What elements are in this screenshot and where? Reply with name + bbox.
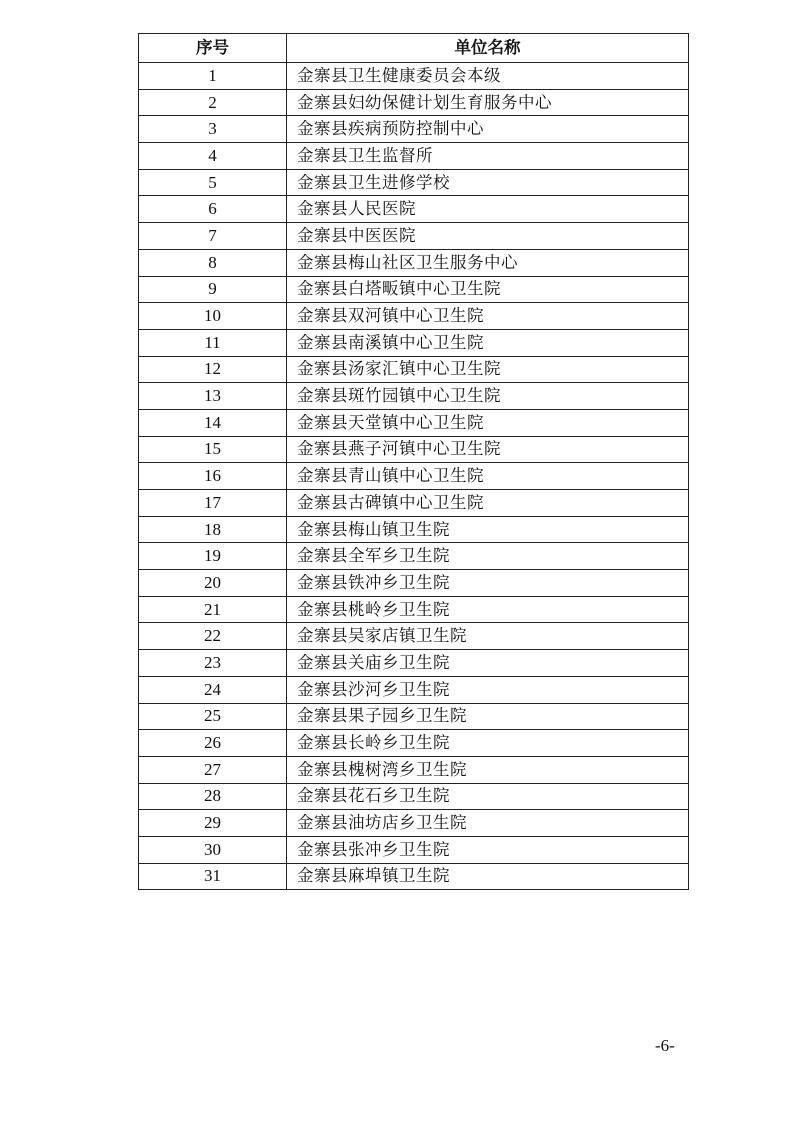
row-seq: 23 bbox=[139, 650, 287, 677]
row-unit-name: 金寨县妇幼保健计划生育服务中心 bbox=[287, 89, 689, 116]
row-seq: 19 bbox=[139, 543, 287, 570]
row-seq: 13 bbox=[139, 383, 287, 410]
header-seq: 序号 bbox=[139, 34, 287, 63]
header-name: 单位名称 bbox=[287, 34, 689, 63]
row-seq: 14 bbox=[139, 409, 287, 436]
row-unit-name: 金寨县双河镇中心卫生院 bbox=[287, 303, 689, 330]
table-row bbox=[139, 730, 689, 757]
row-seq: 2 bbox=[139, 89, 287, 116]
table-header-row bbox=[139, 34, 689, 63]
row-seq: 10 bbox=[139, 303, 287, 330]
row-seq: 26 bbox=[139, 730, 287, 757]
row-unit-name: 金寨县青山镇中心卫生院 bbox=[287, 463, 689, 490]
row-seq: 21 bbox=[139, 596, 287, 623]
table-row bbox=[139, 596, 689, 623]
table-row bbox=[139, 490, 689, 517]
row-unit-name: 金寨县槐树湾乡卫生院 bbox=[287, 756, 689, 783]
table-row bbox=[139, 623, 689, 650]
row-unit-name: 金寨县张冲乡卫生院 bbox=[287, 836, 689, 863]
table-row bbox=[139, 516, 689, 543]
page-number: -6- bbox=[655, 1036, 675, 1055]
table-row bbox=[139, 276, 689, 303]
row-unit-name: 金寨县油坊店乡卫生院 bbox=[287, 810, 689, 837]
row-unit-name: 金寨县长岭乡卫生院 bbox=[287, 730, 689, 757]
row-seq: 8 bbox=[139, 249, 287, 276]
row-unit-name: 金寨县白塔畈镇中心卫生院 bbox=[287, 276, 689, 303]
row-unit-name: 金寨县燕子河镇中心卫生院 bbox=[287, 436, 689, 463]
table-row bbox=[139, 356, 689, 383]
row-seq: 11 bbox=[139, 329, 287, 356]
row-unit-name: 金寨县关庙乡卫生院 bbox=[287, 650, 689, 677]
row-seq: 25 bbox=[139, 703, 287, 730]
row-unit-name: 金寨县人民医院 bbox=[287, 196, 689, 223]
table-row bbox=[139, 703, 689, 730]
row-unit-name: 金寨县花石乡卫生院 bbox=[287, 783, 689, 810]
row-seq: 20 bbox=[139, 570, 287, 597]
table-row bbox=[139, 436, 689, 463]
row-seq: 3 bbox=[139, 116, 287, 143]
row-seq: 7 bbox=[139, 223, 287, 250]
row-unit-name: 金寨县疾病预防控制中心 bbox=[287, 116, 689, 143]
table-row bbox=[139, 383, 689, 410]
row-unit-name: 金寨县卫生监督所 bbox=[287, 143, 689, 170]
row-unit-name: 金寨县梅山社区卫生服务中心 bbox=[287, 249, 689, 276]
row-unit-name: 金寨县卫生健康委员会本级 bbox=[287, 63, 689, 90]
row-seq: 4 bbox=[139, 143, 287, 170]
row-unit-name: 金寨县麻埠镇卫生院 bbox=[287, 863, 689, 890]
table-row bbox=[139, 463, 689, 490]
row-seq: 5 bbox=[139, 169, 287, 196]
row-unit-name: 金寨县南溪镇中心卫生院 bbox=[287, 329, 689, 356]
row-unit-name: 金寨县天堂镇中心卫生院 bbox=[287, 409, 689, 436]
row-unit-name: 金寨县梅山镇卫生院 bbox=[287, 516, 689, 543]
row-unit-name: 金寨县汤家汇镇中心卫生院 bbox=[287, 356, 689, 383]
row-unit-name: 金寨县铁冲乡卫生院 bbox=[287, 570, 689, 597]
table-row bbox=[139, 810, 689, 837]
row-seq: 6 bbox=[139, 196, 287, 223]
row-unit-name: 金寨县卫生进修学校 bbox=[287, 169, 689, 196]
row-unit-name: 金寨县中医医院 bbox=[287, 223, 689, 250]
row-seq: 1 bbox=[139, 63, 287, 90]
row-seq: 18 bbox=[139, 516, 287, 543]
row-unit-name: 金寨县斑竹园镇中心卫生院 bbox=[287, 383, 689, 410]
table-row bbox=[139, 409, 689, 436]
table-row bbox=[139, 196, 689, 223]
row-unit-name: 金寨县古碑镇中心卫生院 bbox=[287, 490, 689, 517]
table-row bbox=[139, 249, 689, 276]
row-seq: 22 bbox=[139, 623, 287, 650]
table-body bbox=[139, 63, 689, 890]
row-seq: 24 bbox=[139, 676, 287, 703]
row-seq: 28 bbox=[139, 783, 287, 810]
row-unit-name: 金寨县果子园乡卫生院 bbox=[287, 703, 689, 730]
table-row bbox=[139, 329, 689, 356]
row-seq: 15 bbox=[139, 436, 287, 463]
row-seq: 29 bbox=[139, 810, 287, 837]
table-row bbox=[139, 783, 689, 810]
table-row bbox=[139, 756, 689, 783]
table-row bbox=[139, 863, 689, 890]
table-row bbox=[139, 223, 689, 250]
units-table bbox=[138, 33, 689, 890]
table-row bbox=[139, 836, 689, 863]
row-seq: 9 bbox=[139, 276, 287, 303]
table-row bbox=[139, 543, 689, 570]
row-unit-name: 金寨县沙河乡卫生院 bbox=[287, 676, 689, 703]
table-row bbox=[139, 116, 689, 143]
table-row bbox=[139, 303, 689, 330]
table-row bbox=[139, 143, 689, 170]
row-seq: 31 bbox=[139, 863, 287, 890]
row-unit-name: 金寨县桃岭乡卫生院 bbox=[287, 596, 689, 623]
row-seq: 16 bbox=[139, 463, 287, 490]
table-row bbox=[139, 650, 689, 677]
table-row bbox=[139, 676, 689, 703]
table-row bbox=[139, 63, 689, 90]
table-row bbox=[139, 89, 689, 116]
table-row bbox=[139, 570, 689, 597]
table-row bbox=[139, 169, 689, 196]
row-seq: 27 bbox=[139, 756, 287, 783]
row-unit-name: 金寨县吴家店镇卫生院 bbox=[287, 623, 689, 650]
row-seq: 30 bbox=[139, 836, 287, 863]
row-seq: 12 bbox=[139, 356, 287, 383]
row-seq: 17 bbox=[139, 490, 287, 517]
row-unit-name: 金寨县全军乡卫生院 bbox=[287, 543, 689, 570]
